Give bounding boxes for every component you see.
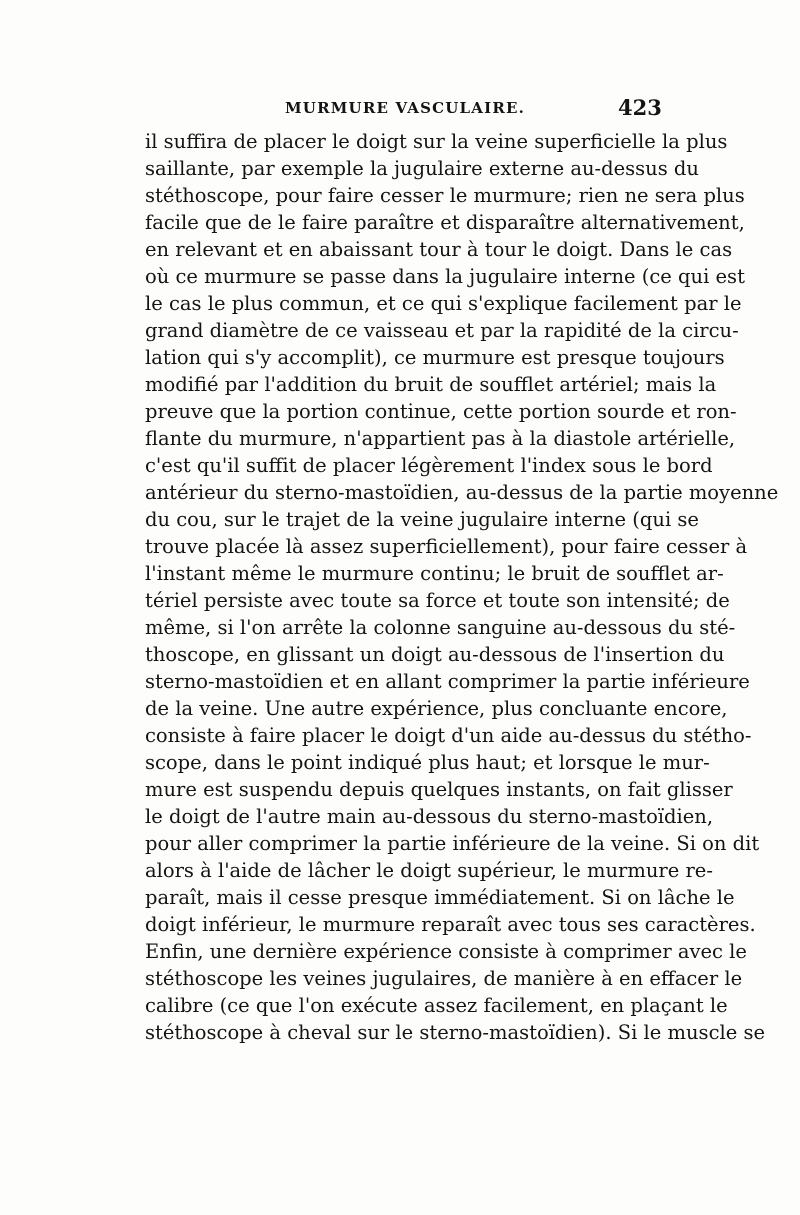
text-line: tériel persiste avec toute sa force et toute son intensité; de — [145, 589, 730, 612]
text-line: c'est qu'il suffit de placer légèrement l'index sous le bord — [145, 454, 713, 477]
text-line: calibre (ce que l'on exécute assez facilement, en plaçant le — [145, 994, 728, 1017]
text-line: stéthoscope à cheval sur le sterno-mastoïdien). Si le muscle se — [145, 1021, 766, 1044]
text-line: lation qui s'y accomplit), ce murmure est presque toujours — [145, 346, 725, 369]
text-line: grand diamètre de ce vaisseau et par la rapidité de la circu- — [145, 319, 739, 342]
text-line: thoscope, en glissant un doigt au-dessous de l'insertion du — [145, 643, 725, 666]
text-line: scope, dans le point indiqué plus haut; et lorsque le mur- — [145, 751, 710, 774]
text-line: facile que de le faire paraître et disparaître alternativement, — [145, 211, 745, 234]
text-line: même, si l'on arrête la colonne sanguine au-dessous du sté- — [145, 616, 736, 639]
text-line: stéthoscope, pour faire cesser le murmure; rien ne sera plus — [145, 184, 745, 207]
text-line: de la veine. Une autre expérience, plus concluante encore, — [145, 697, 728, 720]
text-line: stéthoscope les veines jugulaires, de manière à en effacer le — [145, 967, 743, 990]
text-line: il suffira de placer le doigt sur la veine superficielle la plus — [145, 130, 728, 153]
text-line: consiste à faire placer le doigt d'un aide au-dessus du stétho- — [145, 724, 752, 747]
text-line: Enfin, une dernière expérience consiste à comprimer avec le — [145, 940, 747, 963]
page-number: 423 — [618, 95, 662, 120]
text-line: antérieur du sterno-mastoïdien, au-dessus de la partie moyenne — [145, 481, 779, 504]
text-line: mure est suspendu depuis quelques instants, on fait glisser — [145, 778, 733, 801]
text-line: pour aller comprimer la partie inférieure de la veine. Si on dit — [145, 832, 760, 855]
text-line: où ce murmure se passe dans la jugulaire interne (ce qui est — [145, 265, 745, 288]
body-text — [145, 128, 779, 1046]
text-line: flante du murmure, n'appartient pas à la diastole artérielle, — [145, 427, 736, 450]
text-line: paraît, mais il cesse presque immédiatement. Si on lâche le — [145, 886, 735, 909]
text-line: le cas le plus commun, et ce qui s'explique facilement par le — [145, 292, 742, 315]
text-line: sterno-mastoïdien et en allant comprimer la partie inférieure — [145, 670, 750, 693]
text-line: du cou, sur le trajet de la veine jugulaire interne (qui se — [145, 508, 699, 531]
text-line: alors à l'aide de lâcher le doigt supérieur, le murmure re- — [145, 859, 713, 882]
running-title: MURMURE VASCULAIRE. — [285, 99, 526, 117]
text-line: saillante, par exemple la jugulaire externe au-dessus du — [145, 157, 699, 180]
text-line: trouve placée là assez superficiellement), pour faire cesser à — [145, 535, 748, 558]
text-line: en relevant et en abaissant tour à tour le doigt. Dans le cas — [145, 238, 733, 261]
text-line: le doigt de l'autre main au-dessous du sterno-mastoïdien, — [145, 805, 714, 828]
text-line: l'instant même le murmure continu; le bruit de soufflet ar- — [145, 562, 724, 585]
text-line: modifié par l'addition du bruit de soufflet artériel; mais la — [145, 373, 717, 396]
text-line: doigt inférieur, le murmure reparaît avec tous ses caractères. — [145, 913, 756, 936]
text-line: preuve que la portion continue, cette portion sourde et ron- — [145, 400, 737, 423]
